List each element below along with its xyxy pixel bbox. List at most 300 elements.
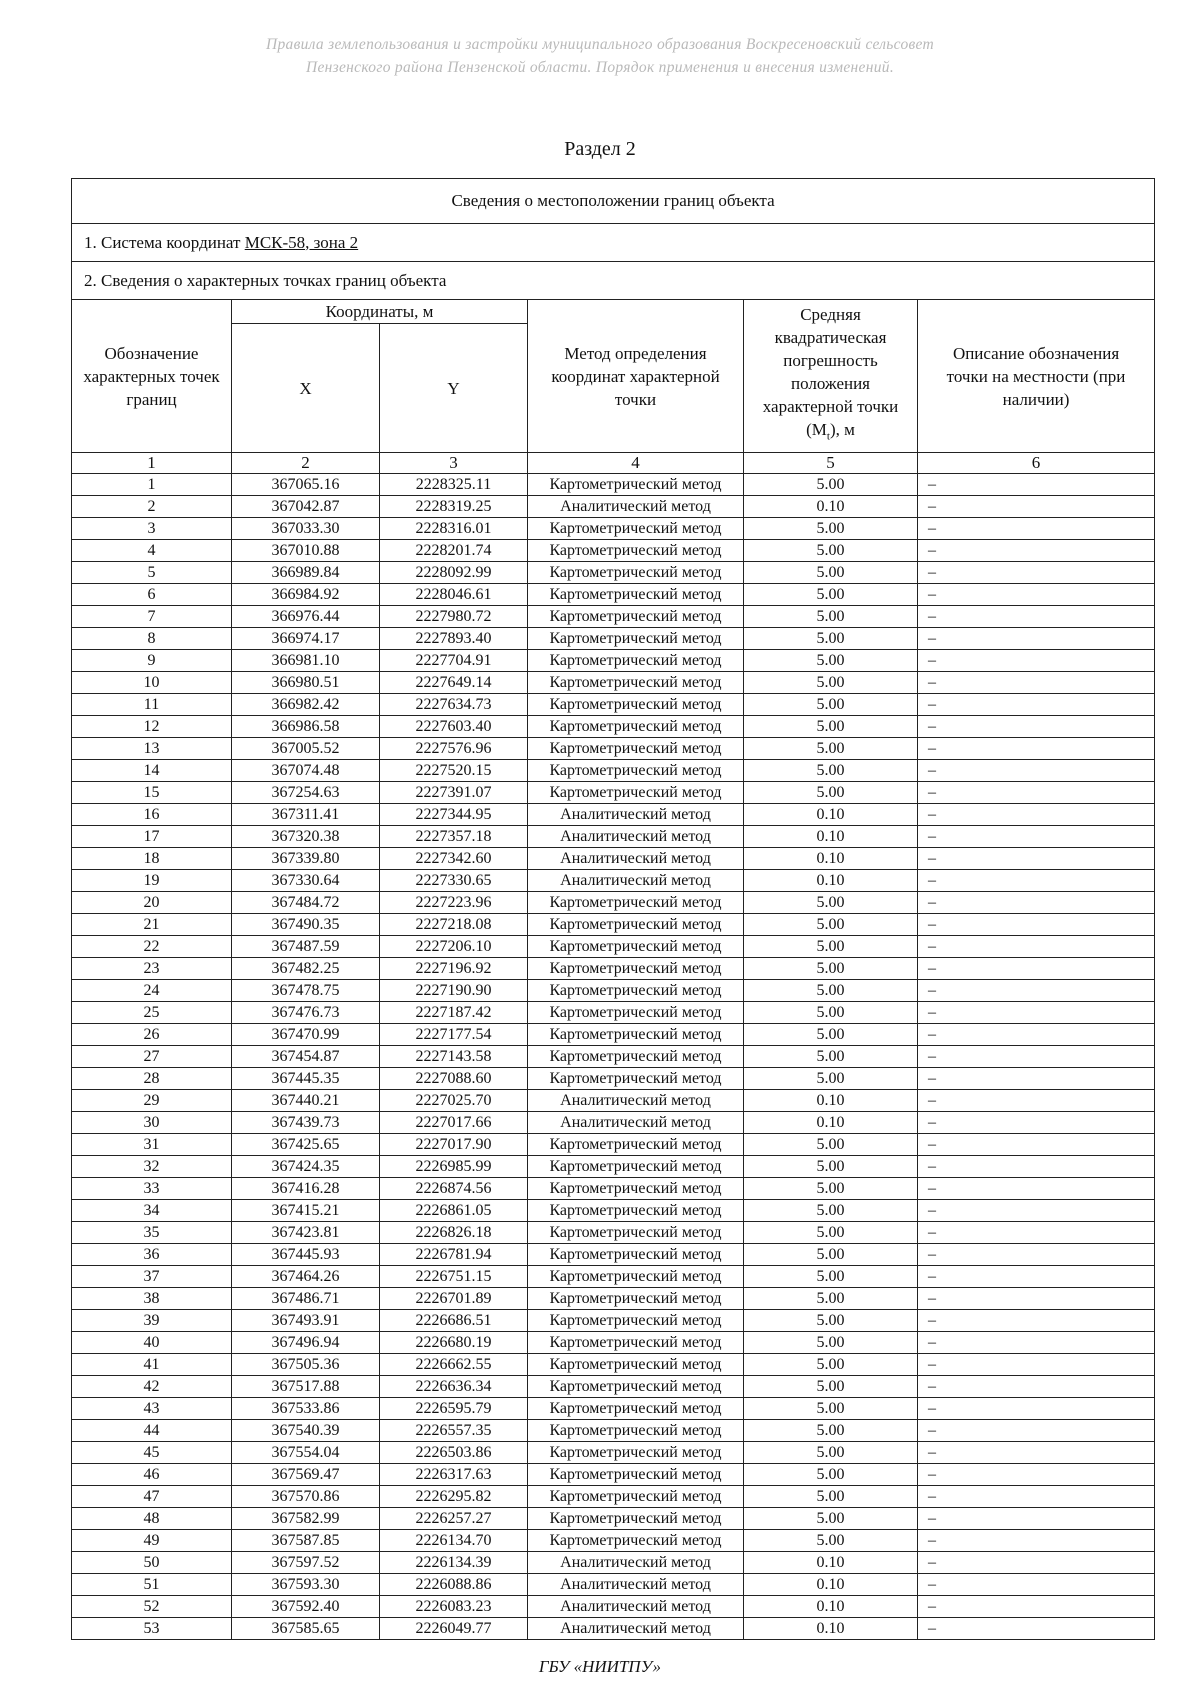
point-number-cell: 6: [72, 584, 232, 606]
method-cell: Картометрический метод: [528, 628, 744, 650]
table-row: [72, 1244, 1155, 1266]
point-number-cell: 38: [72, 1288, 232, 1310]
error-cell: 5.00: [744, 1178, 918, 1200]
error-cell: 5.00: [744, 1222, 918, 1244]
description-cell: –: [918, 584, 1155, 606]
table-row: [72, 474, 1155, 496]
point-number-cell: 20: [72, 892, 232, 914]
y-cell: 2227187.42: [380, 1002, 528, 1024]
table-caption: Сведения о местоположении границ объекта: [72, 179, 1155, 224]
point-number-cell: 43: [72, 1398, 232, 1420]
method-cell: Картометрический метод: [528, 1310, 744, 1332]
point-number-cell: 26: [72, 1024, 232, 1046]
description-cell: –: [918, 1200, 1155, 1222]
y-cell: 2226861.05: [380, 1200, 528, 1222]
x-cell: 367074.48: [232, 760, 380, 782]
table-row: [72, 1398, 1155, 1420]
col-header-y: Y: [380, 324, 528, 453]
y-cell: 2228046.61: [380, 584, 528, 606]
x-cell: 367490.35: [232, 914, 380, 936]
coordinate-system-value: МСК-58, зона 2: [244, 232, 359, 252]
point-number-cell: 18: [72, 848, 232, 870]
method-cell: Картометрический метод: [528, 1200, 744, 1222]
error-cell: 5.00: [744, 1398, 918, 1420]
y-cell: 2226686.51: [380, 1310, 528, 1332]
table-row: [72, 518, 1155, 540]
point-number-cell: 28: [72, 1068, 232, 1090]
x-cell: 367311.41: [232, 804, 380, 826]
description-cell: –: [918, 1090, 1155, 1112]
x-cell: 367582.99: [232, 1508, 380, 1530]
method-cell: Картометрический метод: [528, 562, 744, 584]
x-cell: 367554.04: [232, 1442, 380, 1464]
table-row: [72, 738, 1155, 760]
error-cell: 0.10: [744, 804, 918, 826]
point-number-cell: 10: [72, 672, 232, 694]
error-cell: 5.00: [744, 606, 918, 628]
method-cell: Картометрический метод: [528, 1068, 744, 1090]
description-cell: –: [918, 1486, 1155, 1508]
x-cell: 366980.51: [232, 672, 380, 694]
col-header-description: Описание обозначения точки на местности (при наличии): [918, 300, 1155, 453]
point-number-cell: 19: [72, 870, 232, 892]
col-header-x: X: [232, 324, 380, 453]
error-cell: 0.10: [744, 826, 918, 848]
error-cell: 5.00: [744, 518, 918, 540]
point-number-cell: 24: [72, 980, 232, 1002]
method-cell: Аналитический метод: [528, 1090, 744, 1112]
x-cell: 366982.42: [232, 694, 380, 716]
description-cell: –: [918, 1376, 1155, 1398]
error-cell: 5.00: [744, 474, 918, 496]
method-cell: Картометрический метод: [528, 672, 744, 694]
point-number-cell: 33: [72, 1178, 232, 1200]
y-cell: 2227603.40: [380, 716, 528, 738]
error-cell: 5.00: [744, 1508, 918, 1530]
y-cell: 2227017.90: [380, 1134, 528, 1156]
method-cell: Картометрический метод: [528, 1024, 744, 1046]
x-cell: 367478.75: [232, 980, 380, 1002]
y-cell: 2226680.19: [380, 1332, 528, 1354]
x-cell: 367339.80: [232, 848, 380, 870]
error-cell: 5.00: [744, 1354, 918, 1376]
y-cell: 2226503.86: [380, 1442, 528, 1464]
description-cell: –: [918, 518, 1155, 540]
y-cell: 2226134.39: [380, 1552, 528, 1574]
error-cell: 5.00: [744, 650, 918, 672]
col-header-coordinates: Координаты, м: [232, 300, 528, 324]
y-cell: 2226636.34: [380, 1376, 528, 1398]
method-cell: Картометрический метод: [528, 1156, 744, 1178]
table-row: [72, 1486, 1155, 1508]
point-number-cell: 52: [72, 1596, 232, 1618]
x-cell: 367496.94: [232, 1332, 380, 1354]
error-cell: 5.00: [744, 694, 918, 716]
error-cell: 5.00: [744, 562, 918, 584]
description-cell: –: [918, 1420, 1155, 1442]
method-cell: Картометрический метод: [528, 584, 744, 606]
error-cell: 5.00: [744, 1024, 918, 1046]
x-cell: 367330.64: [232, 870, 380, 892]
column-number-row: [72, 453, 1155, 474]
running-header-line-1: Правила землепользования и застройки муниципального образования Воскресеновский сельсовет: [265, 36, 934, 53]
table-row: [72, 1222, 1155, 1244]
description-cell: –: [918, 1354, 1155, 1376]
method-cell: Аналитический метод: [528, 1618, 744, 1640]
point-number-cell: 48: [72, 1508, 232, 1530]
table-row: [72, 1310, 1155, 1332]
table-row: [72, 1530, 1155, 1552]
y-cell: 2227196.92: [380, 958, 528, 980]
point-number-cell: 34: [72, 1200, 232, 1222]
table-row: [72, 1618, 1155, 1640]
table-row: [72, 936, 1155, 958]
page-footer: ГБУ «НИИТПУ»: [538, 1657, 662, 1676]
x-cell: 367424.35: [232, 1156, 380, 1178]
running-header: [150, 33, 1050, 79]
x-cell: 367254.63: [232, 782, 380, 804]
error-cell: 5.00: [744, 1134, 918, 1156]
table-row: [72, 1200, 1155, 1222]
method-cell: Картометрический метод: [528, 1508, 744, 1530]
y-cell: 2228316.01: [380, 518, 528, 540]
x-cell: 367570.86: [232, 1486, 380, 1508]
method-cell: Картометрический метод: [528, 760, 744, 782]
point-number-cell: 27: [72, 1046, 232, 1068]
description-cell: –: [918, 892, 1155, 914]
point-number-cell: 2: [72, 496, 232, 518]
table-row: [72, 1090, 1155, 1112]
table-row: [72, 870, 1155, 892]
error-cell: 5.00: [744, 892, 918, 914]
error-cell: 5.00: [744, 1464, 918, 1486]
y-cell: 2227391.07: [380, 782, 528, 804]
method-cell: Картометрический метод: [528, 892, 744, 914]
table-row: [72, 1068, 1155, 1090]
x-cell: 367470.99: [232, 1024, 380, 1046]
y-cell: 2226662.55: [380, 1354, 528, 1376]
table-row: [72, 914, 1155, 936]
method-cell: Картометрический метод: [528, 1266, 744, 1288]
method-cell: Картометрический метод: [528, 1288, 744, 1310]
method-cell: Картометрический метод: [528, 474, 744, 496]
table-row: [72, 958, 1155, 980]
table-row: [72, 1332, 1155, 1354]
x-cell: 367587.85: [232, 1530, 380, 1552]
point-number-cell: 41: [72, 1354, 232, 1376]
description-cell: –: [918, 1596, 1155, 1618]
col-header-error-main: Средняя квадратическая погрешность положения характерной точки (M: [762, 305, 899, 440]
y-cell: 2227980.72: [380, 606, 528, 628]
point-number-cell: 1: [72, 474, 232, 496]
error-cell: 0.10: [744, 870, 918, 892]
table-row: [72, 1156, 1155, 1178]
running-header-line-2: Пензенского района Пензенской области. Порядок применения и внесения изменений.: [305, 59, 894, 76]
y-cell: 2227025.70: [380, 1090, 528, 1112]
points-title-row: [72, 262, 1155, 300]
y-cell: 2227190.90: [380, 980, 528, 1002]
error-cell: 5.00: [744, 716, 918, 738]
x-cell: 367033.30: [232, 518, 380, 540]
coordinate-system-label: 1. Система координат: [84, 232, 245, 252]
x-cell: 367592.40: [232, 1596, 380, 1618]
table-row: [72, 782, 1155, 804]
point-number-cell: 22: [72, 936, 232, 958]
method-cell: Картометрический метод: [528, 1486, 744, 1508]
method-cell: Картометрический метод: [528, 782, 744, 804]
x-cell: 367476.73: [232, 1002, 380, 1024]
description-cell: –: [918, 606, 1155, 628]
description-cell: –: [918, 826, 1155, 848]
point-number-cell: 5: [72, 562, 232, 584]
method-cell: Аналитический метод: [528, 1574, 744, 1596]
y-cell: 2227088.60: [380, 1068, 528, 1090]
description-cell: –: [918, 694, 1155, 716]
method-cell: Аналитический метод: [528, 804, 744, 826]
error-cell: 5.00: [744, 1486, 918, 1508]
error-cell: 5.00: [744, 914, 918, 936]
y-cell: 2227357.18: [380, 826, 528, 848]
description-cell: –: [918, 848, 1155, 870]
error-cell: 5.00: [744, 1376, 918, 1398]
point-number-cell: 36: [72, 1244, 232, 1266]
method-cell: Картометрический метод: [528, 980, 744, 1002]
description-cell: –: [918, 738, 1155, 760]
table-row: [72, 650, 1155, 672]
y-cell: 2227649.14: [380, 672, 528, 694]
y-cell: 2226134.70: [380, 1530, 528, 1552]
point-number-cell: 49: [72, 1530, 232, 1552]
x-cell: 367505.36: [232, 1354, 380, 1376]
table-row: [72, 1178, 1155, 1200]
error-cell: 5.00: [744, 540, 918, 562]
error-cell: 5.00: [744, 672, 918, 694]
col-number: 2: [232, 453, 380, 474]
x-cell: 367065.16: [232, 474, 380, 496]
col-header-error-tail: ), м: [829, 420, 855, 440]
point-number-cell: 51: [72, 1574, 232, 1596]
error-cell: 5.00: [744, 760, 918, 782]
description-cell: –: [918, 474, 1155, 496]
point-number-cell: 30: [72, 1112, 232, 1134]
table-row: [72, 1596, 1155, 1618]
x-cell: 366974.17: [232, 628, 380, 650]
table-row: [72, 1464, 1155, 1486]
description-cell: –: [918, 1618, 1155, 1640]
error-cell: 5.00: [744, 1530, 918, 1552]
description-cell: –: [918, 914, 1155, 936]
y-cell: 2226049.77: [380, 1618, 528, 1640]
description-cell: –: [918, 1574, 1155, 1596]
y-cell: 2227344.95: [380, 804, 528, 826]
col-header-error-sub: t: [826, 430, 830, 443]
description-cell: –: [918, 1222, 1155, 1244]
y-cell: 2226088.86: [380, 1574, 528, 1596]
method-cell: Картометрический метод: [528, 1002, 744, 1024]
x-cell: 367585.65: [232, 1618, 380, 1640]
y-cell: 2227893.40: [380, 628, 528, 650]
error-cell: 5.00: [744, 1068, 918, 1090]
error-cell: 5.00: [744, 1266, 918, 1288]
point-number-cell: 45: [72, 1442, 232, 1464]
description-cell: –: [918, 1068, 1155, 1090]
table-row: [72, 1112, 1155, 1134]
table-row: [72, 1354, 1155, 1376]
method-cell: Картометрический метод: [528, 936, 744, 958]
description-cell: –: [918, 1442, 1155, 1464]
point-number-cell: 29: [72, 1090, 232, 1112]
coordinate-system-row: [72, 224, 1155, 262]
table-row: [72, 1376, 1155, 1398]
table-row: [72, 496, 1155, 518]
description-cell: –: [918, 760, 1155, 782]
error-cell: 5.00: [744, 1442, 918, 1464]
error-cell: 0.10: [744, 1552, 918, 1574]
error-cell: 5.00: [744, 738, 918, 760]
point-number-cell: 11: [72, 694, 232, 716]
x-cell: 366989.84: [232, 562, 380, 584]
point-number-cell: 3: [72, 518, 232, 540]
table-row: [72, 1046, 1155, 1068]
x-cell: 367416.28: [232, 1178, 380, 1200]
x-cell: 367320.38: [232, 826, 380, 848]
description-cell: –: [918, 1024, 1155, 1046]
method-cell: Картометрический метод: [528, 518, 744, 540]
y-cell: 2226295.82: [380, 1486, 528, 1508]
col-header-method: Метод определения координат характерной точки: [528, 300, 744, 453]
x-cell: 367425.65: [232, 1134, 380, 1156]
col-number: 4: [528, 453, 744, 474]
point-number-cell: 16: [72, 804, 232, 826]
description-cell: –: [918, 1464, 1155, 1486]
table-row: [72, 606, 1155, 628]
col-number: 1: [72, 453, 232, 474]
y-cell: 2226557.35: [380, 1420, 528, 1442]
y-cell: 2226701.89: [380, 1288, 528, 1310]
error-cell: 0.10: [744, 1618, 918, 1640]
point-number-cell: 25: [72, 1002, 232, 1024]
point-number-cell: 46: [72, 1464, 232, 1486]
point-number-cell: 21: [72, 914, 232, 936]
description-cell: –: [918, 1112, 1155, 1134]
point-number-cell: 40: [72, 1332, 232, 1354]
error-cell: 5.00: [744, 1156, 918, 1178]
description-cell: –: [918, 804, 1155, 826]
table-row: [72, 1552, 1155, 1574]
point-number-cell: 12: [72, 716, 232, 738]
table-row: [72, 1508, 1155, 1530]
table-row: [72, 672, 1155, 694]
description-cell: –: [918, 1310, 1155, 1332]
method-cell: Картометрический метод: [528, 1442, 744, 1464]
method-cell: Картометрический метод: [528, 1530, 744, 1552]
table-row: [72, 1266, 1155, 1288]
point-number-cell: 31: [72, 1134, 232, 1156]
x-cell: 367486.71: [232, 1288, 380, 1310]
x-cell: 367493.91: [232, 1310, 380, 1332]
error-cell: 0.10: [744, 1596, 918, 1618]
y-cell: 2227206.10: [380, 936, 528, 958]
error-cell: 5.00: [744, 1046, 918, 1068]
description-cell: –: [918, 936, 1155, 958]
method-cell: Картометрический метод: [528, 1222, 744, 1244]
table-row: [72, 1024, 1155, 1046]
y-cell: 2228319.25: [380, 496, 528, 518]
x-cell: 366976.44: [232, 606, 380, 628]
method-cell: Картометрический метод: [528, 1332, 744, 1354]
y-cell: 2226317.63: [380, 1464, 528, 1486]
x-cell: 367540.39: [232, 1420, 380, 1442]
point-number-cell: 7: [72, 606, 232, 628]
y-cell: 2228325.11: [380, 474, 528, 496]
error-cell: 5.00: [744, 936, 918, 958]
description-cell: –: [918, 1398, 1155, 1420]
column-header-row: [72, 300, 1155, 324]
y-cell: 2226751.15: [380, 1266, 528, 1288]
method-cell: Картометрический метод: [528, 540, 744, 562]
y-cell: 2227143.58: [380, 1046, 528, 1068]
error-cell: 5.00: [744, 1310, 918, 1332]
description-cell: –: [918, 1134, 1155, 1156]
point-number-cell: 42: [72, 1376, 232, 1398]
y-cell: 2227576.96: [380, 738, 528, 760]
method-cell: Картометрический метод: [528, 1134, 744, 1156]
table-row: [72, 540, 1155, 562]
table-row: [72, 848, 1155, 870]
error-cell: 5.00: [744, 980, 918, 1002]
table-row: [72, 694, 1155, 716]
table-row: [72, 980, 1155, 1002]
x-cell: 367454.87: [232, 1046, 380, 1068]
y-cell: 2226826.18: [380, 1222, 528, 1244]
description-cell: –: [918, 562, 1155, 584]
error-cell: 5.00: [744, 1244, 918, 1266]
error-cell: 5.00: [744, 1002, 918, 1024]
x-cell: 366986.58: [232, 716, 380, 738]
method-cell: Аналитический метод: [528, 1552, 744, 1574]
table-row: [72, 1002, 1155, 1024]
method-cell: Аналитический метод: [528, 826, 744, 848]
point-number-cell: 14: [72, 760, 232, 782]
description-cell: –: [918, 1178, 1155, 1200]
error-cell: 0.10: [744, 1574, 918, 1596]
x-cell: 366981.10: [232, 650, 380, 672]
description-cell: –: [918, 672, 1155, 694]
y-cell: 2228201.74: [380, 540, 528, 562]
x-cell: 367445.35: [232, 1068, 380, 1090]
description-cell: –: [918, 1046, 1155, 1068]
error-cell: 5.00: [744, 1200, 918, 1222]
coordinate-system: [72, 224, 1155, 262]
method-cell: Картометрический метод: [528, 1244, 744, 1266]
error-cell: 5.00: [744, 1288, 918, 1310]
y-cell: 2226781.94: [380, 1244, 528, 1266]
x-cell: 367487.59: [232, 936, 380, 958]
method-cell: Картометрический метод: [528, 958, 744, 980]
x-cell: 367484.72: [232, 892, 380, 914]
x-cell: 367005.52: [232, 738, 380, 760]
point-number-cell: 44: [72, 1420, 232, 1442]
x-cell: 367517.88: [232, 1376, 380, 1398]
y-cell: 2227177.54: [380, 1024, 528, 1046]
description-cell: –: [918, 628, 1155, 650]
table-row: [72, 628, 1155, 650]
method-cell: Аналитический метод: [528, 870, 744, 892]
error-cell: 0.10: [744, 848, 918, 870]
table-row: [72, 1574, 1155, 1596]
error-cell: 5.00: [744, 584, 918, 606]
col-number: 6: [918, 453, 1155, 474]
